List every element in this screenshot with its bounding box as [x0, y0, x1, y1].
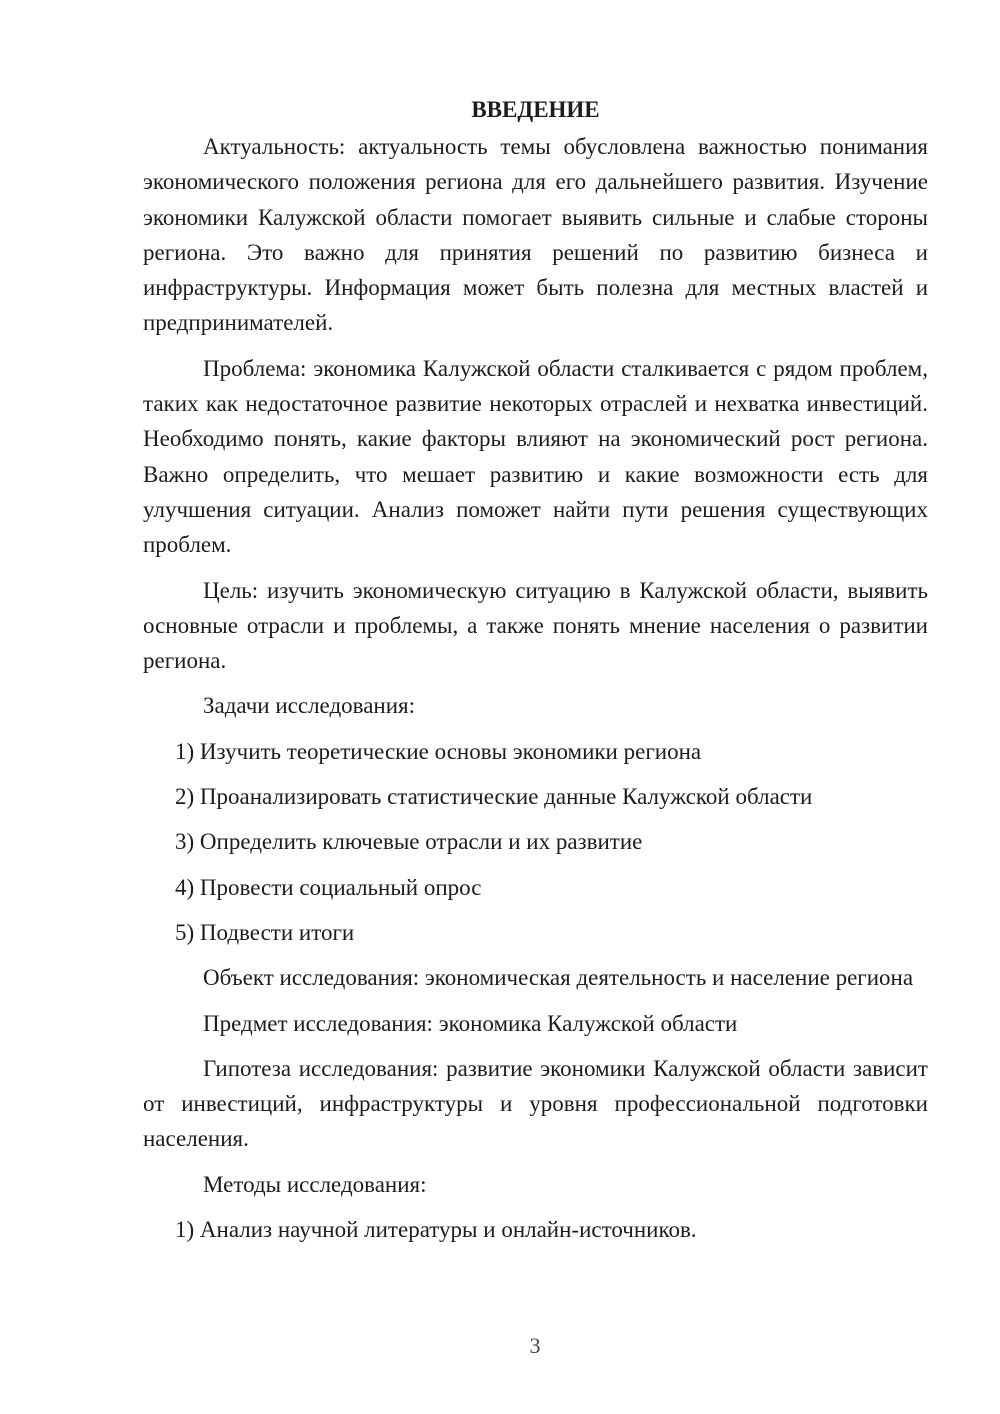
methods-list: [143, 1212, 928, 1247]
page-title: ВВЕДЕНИЕ: [471, 97, 600, 122]
document-page: [143, 92, 928, 1257]
methods-heading: Методы исследования:: [203, 1171, 427, 1197]
hypothesis-paragraph: Гипотеза исследования: развитие экономики Калужской области зависит от инвестиций, инфраструктуры и уровня профессиональной подготовки населения.: [143, 1055, 928, 1152]
list-item: 3) Определить ключевые отрасли и их развитие: [175, 829, 643, 855]
relevance-paragraph: Актуальность: актуальность темы обусловлена важностью понимания экономического положения региона для его дальнейшего развития. Изучение экономики Калужской области помогает выявить сильные и слабые стороны региона. Это важно для принятия решений по развитию бизнеса и инфраструктуры. Информация может быть полезна для местных властей и предпринимателей.: [143, 134, 928, 336]
page-number: 3: [529, 1333, 541, 1358]
problem-paragraph: Проблема: экономика Калужской области сталкивается с рядом проблем, таких как недостаточное развитие некоторых отраслей и нехватка инвестиций. Необходимо понять, какие факторы влияют на экономический рост региона. Важно определить, что мешает развитию и какие возможности есть для улучшения ситуации. Анализ поможет найти пути решения существующих проблем.: [143, 355, 928, 558]
subject-paragraph: Предмет исследования: экономика Калужской области: [203, 1010, 738, 1036]
list-item: 1) Анализ научной литературы и онлайн-источников.: [175, 1217, 697, 1243]
goal-paragraph: Цель: изучить экономическую ситуацию в Калужской области, выявить основные отрасли и проблемы, а также понять мнение населения о развитии региона.: [143, 577, 928, 674]
list-item: 1) Изучить теоретические основы экономики региона: [175, 738, 702, 764]
list-item: 2) Проанализировать статистические данные Калужской области: [175, 784, 813, 810]
list-item: 5) Подвести итоги: [175, 919, 355, 945]
tasks-list: [143, 734, 928, 950]
tasks-heading: Задачи исследования:: [203, 693, 416, 719]
object-paragraph: Объект исследования: экономическая деятельность и население региона: [203, 965, 914, 991]
list-item: 4) Провести социальный опрос: [175, 874, 482, 900]
